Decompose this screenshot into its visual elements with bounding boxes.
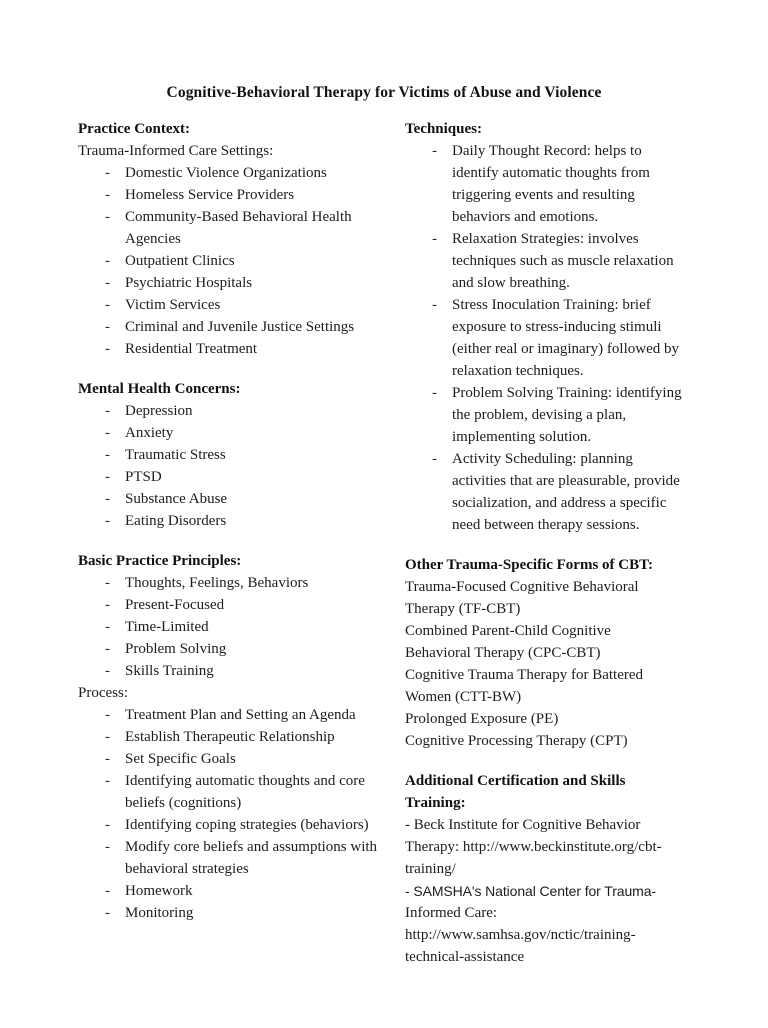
list-item-label: Homework <box>125 883 193 899</box>
list-item-label: Residential Treatment <box>125 341 258 357</box>
list-item-label: Set Specific Goals <box>125 751 236 767</box>
heading-practice-context: Practice Context: <box>78 121 191 137</box>
subheading-trauma-informed-care-settings: Trauma-Informed Care Settings: <box>78 143 274 159</box>
list-item-label: Treatment Plan and Setting an Agenda <box>125 707 356 723</box>
list-item <box>78 814 378 836</box>
heading-additional-certification-line-1: Additional Certification and Skills <box>405 773 626 789</box>
body-line: Prolonged Exposure (PE) <box>405 711 559 727</box>
dash-bullet-icon: - <box>105 839 110 855</box>
list-item <box>78 594 378 616</box>
dash-bullet-icon: - <box>105 619 110 635</box>
dash-bullet-icon: - <box>105 817 110 833</box>
heading-additional-certification-line-2: Training: <box>405 795 466 811</box>
dash-bullet-icon: - <box>105 575 110 591</box>
subheading-process: Process: <box>78 685 128 701</box>
body-line: - Beck Institute for Cognitive Behavior <box>405 817 641 833</box>
dash-bullet-icon: - <box>105 773 110 789</box>
list-item-label: Monitoring <box>125 905 194 921</box>
list-item <box>405 228 690 294</box>
list-item-label: Anxiety <box>125 425 174 441</box>
list-item <box>405 294 690 382</box>
section-basic-practice-principles <box>78 550 378 924</box>
dash-bullet-icon: - <box>432 143 437 159</box>
dash-bullet-icon: - <box>432 231 437 247</box>
list-mental-health-concerns <box>78 400 378 532</box>
body-line-url: training/ <box>405 861 456 877</box>
list-basic-practice-principles <box>78 572 378 682</box>
other-forms-body <box>405 576 690 752</box>
list-item <box>78 638 378 660</box>
list-item-label: Traumatic Stress <box>125 447 226 463</box>
list-item-label: Thoughts, Feelings, Behaviors <box>125 575 309 591</box>
body-line-url: http://www.samhsa.gov/nctic/training- <box>405 927 636 943</box>
dash-bullet-icon: - <box>105 707 110 723</box>
list-item <box>78 660 378 682</box>
heading-techniques: Techniques: <box>405 121 482 137</box>
list-item-label: Domestic Violence Organizations <box>125 165 327 181</box>
dash-bullet-icon: - <box>105 341 110 357</box>
list-item <box>78 316 378 338</box>
list-item-label: Relaxation Strategies: involves techniques such as muscle relaxation and slow breathing. <box>452 231 674 291</box>
list-item <box>78 726 378 748</box>
list-item-label: Problem Solving Training: identifying the problem, devising a plan, implementing solution. <box>452 385 682 445</box>
list-item-label: Eating Disorders <box>125 513 227 529</box>
list-item <box>405 140 690 228</box>
page-title: Cognitive-Behavioral Therapy for Victims of Abuse and Violence <box>166 84 602 101</box>
list-item-label: Problem Solving <box>125 641 227 657</box>
body-line: Therapy (TF-CBT) <box>405 601 521 617</box>
body-line: Informed Care: <box>405 905 498 921</box>
body-line: - SAMSHA's National Center for Trauma- <box>405 883 656 899</box>
right-column <box>405 118 690 968</box>
body-line: Combined Parent-Child Cognitive <box>405 623 611 639</box>
list-item <box>78 572 378 594</box>
list-item <box>78 184 378 206</box>
list-item-label: Psychiatric Hospitals <box>125 275 253 291</box>
heading-basic-practice-principles: Basic Practice Principles: <box>78 553 242 569</box>
list-item <box>78 488 378 510</box>
list-item <box>78 510 378 532</box>
left-column <box>78 118 378 924</box>
section-practice-context <box>78 118 378 360</box>
dash-bullet-icon: - <box>105 165 110 181</box>
list-item <box>78 162 378 184</box>
dash-bullet-icon: - <box>105 469 110 485</box>
list-item-label: PTSD <box>125 469 162 485</box>
list-item <box>78 770 378 814</box>
list-item-label: Community-Based Behavioral Health Agencies <box>125 209 352 247</box>
list-item-label: Homeless Service Providers <box>125 187 295 203</box>
list-practice-context <box>78 162 378 360</box>
dash-bullet-icon: - <box>105 729 110 745</box>
dash-bullet-icon: - <box>105 275 110 291</box>
section-techniques <box>405 118 690 536</box>
list-item <box>78 294 378 316</box>
section-additional-certification <box>405 770 690 968</box>
dash-bullet-icon: - <box>105 491 110 507</box>
list-item-label: Daily Thought Record: helps to identify automatic thoughts from triggering events and resulting behaviors and emotions. <box>452 143 650 225</box>
dash-bullet-icon: - <box>105 513 110 529</box>
dash-bullet-icon: - <box>432 451 437 467</box>
dash-bullet-icon: - <box>105 641 110 657</box>
heading-other-trauma-specific-forms: Other Trauma-Specific Forms of CBT: <box>405 557 654 573</box>
list-item-label: Present-Focused <box>125 597 225 613</box>
dash-bullet-icon: - <box>105 663 110 679</box>
list-item <box>78 616 378 638</box>
body-line: Cognitive Trauma Therapy for Battered <box>405 667 644 683</box>
list-item <box>78 880 378 902</box>
list-item-label: Outpatient Clinics <box>125 253 235 269</box>
dash-bullet-icon: - <box>105 425 110 441</box>
list-item <box>78 400 378 422</box>
list-item-label: Substance Abuse <box>125 491 228 507</box>
list-item-label: Skills Training <box>125 663 214 679</box>
dash-bullet-icon: - <box>105 905 110 921</box>
body-line: Cognitive Processing Therapy (CPT) <box>405 733 628 749</box>
dash-bullet-icon: - <box>105 319 110 335</box>
body-line-url: technical-assistance <box>405 949 525 965</box>
dash-bullet-icon: - <box>105 597 110 613</box>
section-mental-health-concerns <box>78 378 378 532</box>
dash-bullet-icon: - <box>105 403 110 419</box>
list-item-label: Identifying automatic thoughts and core beliefs (cognitions) <box>125 773 365 811</box>
list-item-label: Modify core beliefs and assumptions with behavioral strategies <box>125 839 378 877</box>
dash-bullet-icon: - <box>105 447 110 463</box>
list-item-label: Depression <box>125 403 193 419</box>
heading-mental-health-concerns: Mental Health Concerns: <box>78 381 241 397</box>
dash-bullet-icon: - <box>105 297 110 313</box>
list-process <box>78 704 378 924</box>
list-item <box>78 902 378 924</box>
body-line: Women (CTT-BW) <box>405 689 522 705</box>
list-item <box>78 338 378 360</box>
dash-bullet-icon: - <box>105 751 110 767</box>
list-item <box>78 250 378 272</box>
list-item <box>78 272 378 294</box>
list-item-label: Time-Limited <box>125 619 209 635</box>
list-item-label: Activity Scheduling: planning activities that are pleasurable, provide socialization, and address a specific need between therapy sessions. <box>452 451 680 533</box>
dash-bullet-icon: - <box>105 209 110 225</box>
list-item <box>78 444 378 466</box>
list-item <box>78 748 378 770</box>
dash-bullet-icon: - <box>432 385 437 401</box>
list-item-label: Stress Inoculation Training: brief exposure to stress-inducing stimuli (either real or imaginary) followed by relaxation techniques. <box>452 297 679 379</box>
list-item <box>78 206 378 250</box>
list-item <box>78 836 378 880</box>
additional-certification-body <box>405 814 690 968</box>
list-item <box>78 466 378 488</box>
list-item <box>405 448 690 536</box>
list-item <box>405 382 690 448</box>
dash-bullet-icon: - <box>105 187 110 203</box>
dash-bullet-icon: - <box>432 297 437 313</box>
list-item-label: Identifying coping strategies (behaviors) <box>125 817 369 833</box>
list-item-label: Criminal and Juvenile Justice Settings <box>125 319 355 335</box>
list-techniques <box>405 140 690 536</box>
body-line-url: Therapy: http://www.beckinstitute.org/cbt- <box>405 839 662 855</box>
section-other-trauma-specific-forms <box>405 554 690 752</box>
list-item <box>78 422 378 444</box>
list-item <box>78 704 378 726</box>
body-line: Behavioral Therapy (CPC-CBT) <box>405 645 601 661</box>
list-item-label: Victim Services <box>125 297 221 313</box>
list-item-label: Establish Therapeutic Relationship <box>125 729 335 745</box>
dash-bullet-icon: - <box>105 883 110 899</box>
body-line: Trauma-Focused Cognitive Behavioral <box>405 579 639 595</box>
dash-bullet-icon: - <box>105 253 110 269</box>
